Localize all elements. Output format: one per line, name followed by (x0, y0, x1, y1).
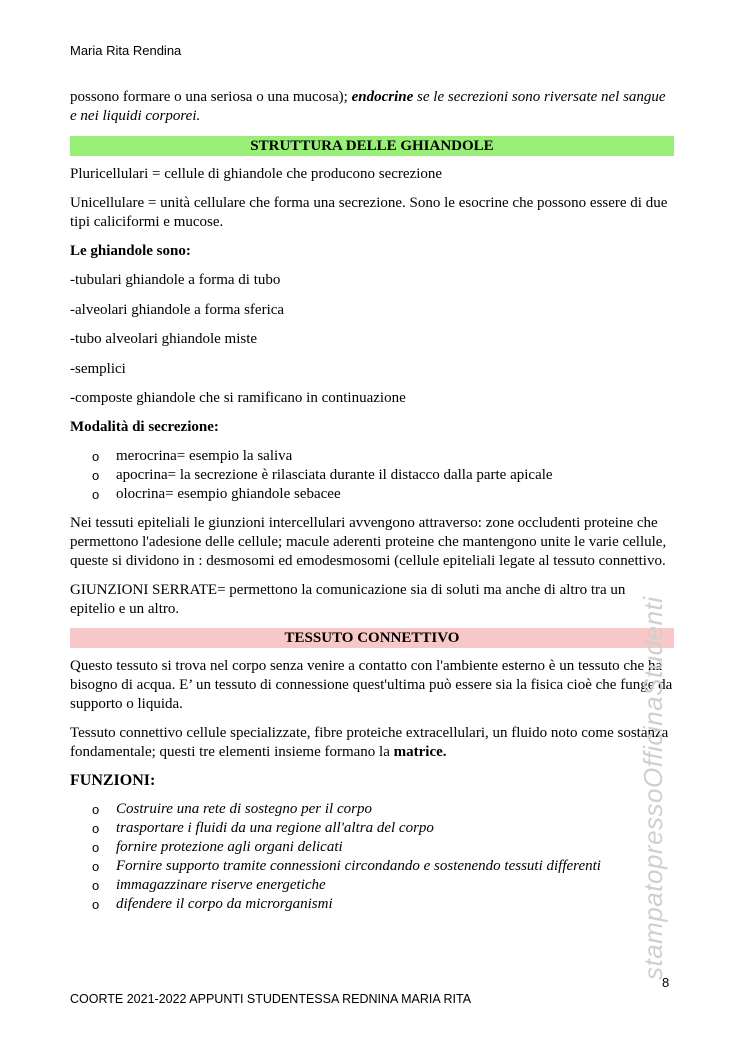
page-number: 8 (662, 975, 670, 990)
bullet-icon: o (92, 821, 100, 836)
connettivo-paragraph: Questo tessuto si trova nel corpo senza venire a contatto con l'ambiente esterno è un tessuto che ha bisogno di acqua. E’ un tessuto di connessione quest'ultima può essere sia la fisica cioè che funge da supporto o liquida. (70, 658, 673, 712)
secretion-list (70, 447, 674, 504)
bullet-icon: o (92, 449, 100, 464)
list-item: o Fornire supporto tramite connessioni circondando e sostenendo tessuti differenti (92, 858, 601, 874)
list-item: o trasportare i fluidi da una regione all'altra del corpo (92, 820, 434, 836)
bullet-icon: o (92, 802, 100, 817)
tight-junctions-paragraph: GIUNZIONI SERRATE= permettono la comunicazione sia di soluti ma anche di altro tra un epitelio e un altro. (70, 582, 626, 617)
type-line: -composte ghiandole che si ramificano in continuazione (70, 390, 406, 406)
section-title-struttura: STRUTTURA DELLE GHIANDOLE (70, 136, 674, 156)
intro-endocrine: endocrine (351, 89, 414, 105)
watermark-text: stampatopressoOfficinaStudenti (638, 596, 668, 980)
bullet-icon: o (92, 897, 100, 912)
bullet-icon: o (92, 468, 100, 483)
matrice-term: matrice. (393, 744, 447, 760)
intro-text-end: se le secrezioni sono riversate nel sangue e nei liquidi corporei. (70, 89, 666, 124)
secretion-heading: Modalità di secrezione: (70, 419, 219, 435)
list-item: o merocrina= esempio la saliva (92, 448, 293, 464)
page-footer: COORTE 2021-2022 APPUNTI STUDENTESSA REDNINA MARIA RITA (70, 992, 472, 1006)
bullet-icon: o (92, 487, 100, 502)
type-line: -alveolari ghiandole a forma sferica (70, 301, 285, 318)
bullet-icon: o (92, 878, 100, 893)
list-item: o apocrina= la secrezione è rilasciata durante il distacco dalla parte apicale (92, 467, 553, 483)
types-heading: Le ghiandole sono: (70, 243, 191, 259)
unicellulare-paragraph: Unicellulare = unità cellulare che forma una secrezione. Sono le esocrine che possono essere di due tipi caliciformi e mucose. (70, 195, 668, 230)
list-item: o olocrina= esempio ghiandole sebacee (92, 486, 341, 502)
list-item: o difendere il corpo da microrganismi (92, 896, 333, 912)
intro-text-start: possono formare o una seriosa o una mucosa); (70, 89, 352, 105)
list-item: o fornire protezione agli organi delicati (92, 839, 343, 855)
matrice-paragraph: Tessuto connettivo cellule specializzate, fibre proteiche extracellulari, un fluido noto come sostanza fondamentale; questi tre elementi insieme formano la matrice. (70, 725, 669, 760)
type-line: -semplici (70, 360, 126, 377)
page-header-author: Maria Rita Rendina (70, 43, 182, 58)
document-body (70, 88, 674, 914)
functions-heading: FUNZIONI: (70, 772, 156, 789)
bullet-icon: o (92, 859, 100, 874)
functions-list (70, 800, 674, 914)
list-item: o Costruire una rete di sostegno per il corpo (92, 801, 372, 817)
list-item: o immagazzinare riserve energetiche (92, 877, 326, 893)
junctions-paragraph: Nei tessuti epiteliali le giunzioni intercellulari avvengono attraverso: zone occludenti proteine che permettono l'adesione delle cellule; macule aderenti proteine che mantengono unite le varie cellule, queste si dividono in : desmosomi ed emodesmosomi (cellule epiteliali legate al tessuto connettivo. (70, 515, 667, 569)
section-title-connettivo: TESSUTO CONNETTIVO (70, 628, 674, 648)
bullet-icon: o (92, 840, 100, 855)
type-line: -tubo alveolari ghiandole miste (70, 331, 258, 347)
type-line: -tubulari ghiandole a forma di tubo (70, 272, 281, 288)
pluricellulari-paragraph: Pluricellulari = cellule di ghiandole che producono secrezione (70, 166, 443, 182)
intro-paragraph (70, 88, 674, 126)
